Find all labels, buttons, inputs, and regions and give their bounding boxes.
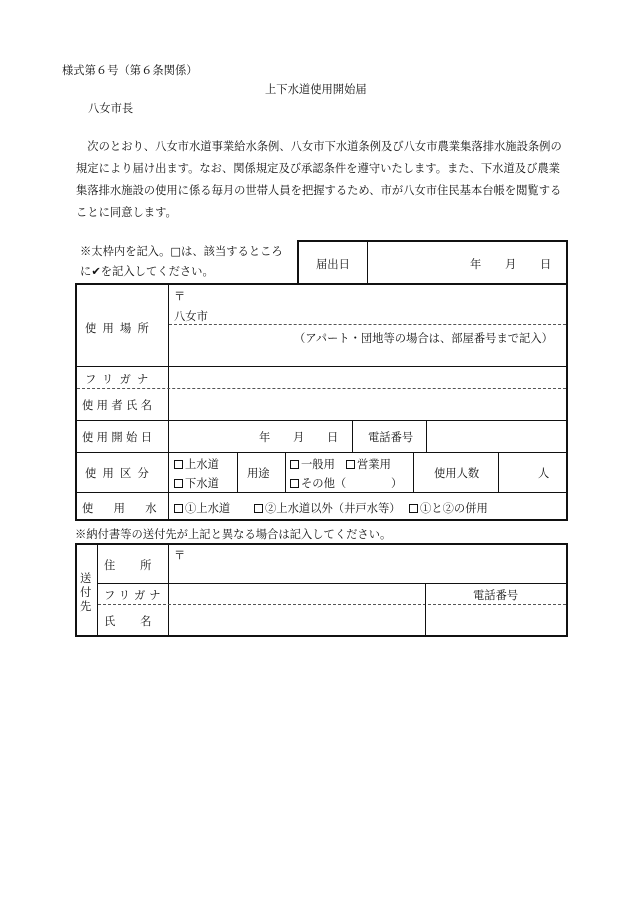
location-postal-mark: 〒 xyxy=(174,290,186,303)
form-title: 上下水道使用開始届 xyxy=(265,83,367,96)
start-phone-label: 電話番号 xyxy=(368,431,414,444)
user-name-label: 使用者氏名 xyxy=(82,399,156,412)
mail-address-label: 住所 xyxy=(104,559,177,572)
submission-day-field[interactable] xyxy=(540,256,551,272)
water-opt3-box-icon xyxy=(409,504,418,513)
persons-unit: 人 xyxy=(538,467,550,480)
submission-day: 日 xyxy=(540,258,552,271)
water-opt2-checkbox[interactable] xyxy=(254,500,401,516)
general-use-checkbox[interactable] xyxy=(290,456,335,472)
intro-paragraph xyxy=(76,136,570,224)
mail-furigana-field[interactable] xyxy=(172,586,422,602)
start-day[interactable]: 日 xyxy=(327,431,339,444)
form-number: 様式第６号（第６条関係） xyxy=(62,64,198,77)
business-use-checkbox[interactable] xyxy=(346,456,391,472)
start-month[interactable]: 月 xyxy=(293,431,305,444)
submission-month: 月 xyxy=(505,258,517,271)
other-use-text: その他（ xyxy=(301,477,347,490)
checkmark-icon: ✔ xyxy=(91,265,101,278)
start-phone-field[interactable] xyxy=(430,424,562,448)
sewerage-text: 下水道 xyxy=(185,477,219,490)
submission-date-label: 届出日 xyxy=(316,258,350,271)
water-opt3-checkbox[interactable] xyxy=(409,500,488,516)
water-opt1-text: ①上水道 xyxy=(185,502,231,515)
user-name-field[interactable] xyxy=(172,392,562,416)
note-suffix: を記入してください。 xyxy=(100,265,214,278)
sewerage-box-icon xyxy=(174,479,183,488)
water-supply-box-icon xyxy=(174,460,183,469)
water-supply-checkbox[interactable] xyxy=(174,456,219,472)
general-use-text: 一般用 xyxy=(301,458,335,471)
addressee: 八女市長 xyxy=(88,102,134,115)
mail-address-field[interactable] xyxy=(190,548,560,580)
location-city: 八女市 xyxy=(174,310,208,323)
note-prefix: に xyxy=(80,265,92,278)
business-use-text: 営業用 xyxy=(357,458,391,471)
note-line-2 xyxy=(80,262,283,282)
water-source-label-text: 使用水 xyxy=(82,502,177,515)
water-opt1-box-icon xyxy=(174,504,183,513)
category-label: 使用区分 xyxy=(85,467,156,480)
furigana-label: フリガナ xyxy=(85,373,155,386)
water-opt3-text: ①と②の併用 xyxy=(420,502,488,515)
users-count-label: 使用人数 xyxy=(434,467,480,480)
general-use-box-icon xyxy=(290,460,299,469)
water-opt1-checkbox[interactable] xyxy=(174,500,230,516)
location-label: 使用場所 xyxy=(85,322,156,335)
business-use-box-icon xyxy=(346,460,355,469)
location-address-field[interactable] xyxy=(230,306,560,322)
start-date-label: 使用開始日 xyxy=(82,431,156,444)
note-line-1: ※太枠内を記入。□は、該当するところ xyxy=(80,245,283,258)
mail-side-label-text: 送付先 xyxy=(80,572,92,613)
mail-name-field[interactable] xyxy=(172,607,422,631)
furigana-field[interactable] xyxy=(172,368,562,386)
mail-name-label: 氏名 xyxy=(104,615,177,628)
water-opt2-text: ②上水道以外（井戸水等） xyxy=(265,502,401,515)
water-supply-text: 上水道 xyxy=(185,458,219,471)
other-use-box-icon xyxy=(290,479,299,488)
water-source-label xyxy=(82,500,177,516)
mail-note: ※納付書等の送付先が上記と異なる場合は記入してください。 xyxy=(75,528,392,541)
other-use-close: ） xyxy=(391,477,403,490)
intro-text: 次のとおり、八女市水道事業給水条例、八女市下水道条例及び八女市農業集落排水施設条例の規定により届け出ます。なお、関係規定及び承認条件を遵守いたします。また、下水道及び農業集落排水施設の使用に係る毎月の世帯人員を把握するため、市が八女市住民基本台帳を閲覧することに同意します。 xyxy=(76,140,562,219)
submission-year-field[interactable] xyxy=(470,256,481,272)
location-note: （アパート・団地等の場合は、部屋番号まで記入） xyxy=(294,332,553,345)
instruction-note xyxy=(80,242,283,282)
mail-phone-field[interactable] xyxy=(429,607,563,631)
mail-phone-label: 電話番号 xyxy=(473,589,519,602)
other-use-checkbox[interactable] xyxy=(290,475,346,491)
purpose-label: 用途 xyxy=(247,467,270,480)
water-opt2-box-icon xyxy=(254,504,263,513)
sewerage-checkbox[interactable] xyxy=(174,475,219,491)
submission-year: 年 xyxy=(470,258,482,271)
mail-furigana-label: フリガナ xyxy=(104,589,165,602)
start-year[interactable]: 年 xyxy=(259,431,271,444)
submission-month-field[interactable] xyxy=(505,256,516,272)
mail-postal-mark: 〒 xyxy=(174,549,186,562)
mail-side-label xyxy=(80,572,94,614)
